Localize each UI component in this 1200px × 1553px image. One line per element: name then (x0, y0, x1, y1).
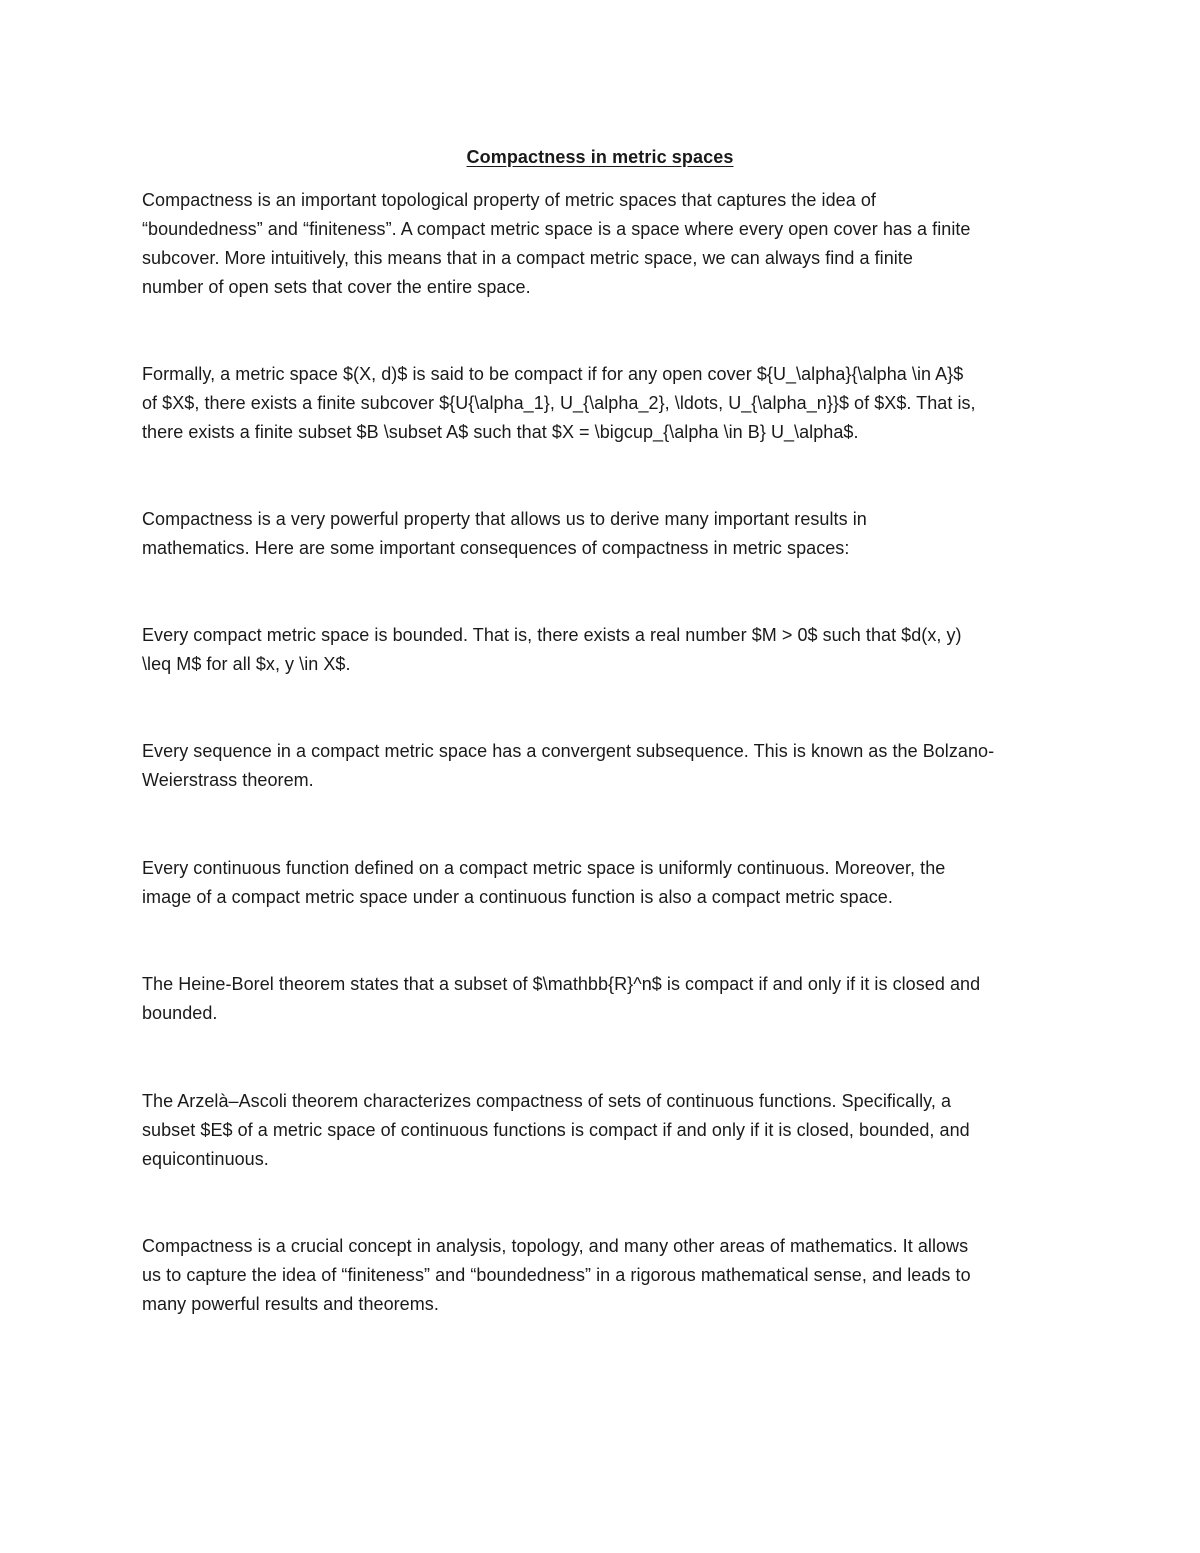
paragraph-formal-definition (142, 360, 1062, 447)
paragraph-line: image of a compact metric space under a continuous function is also a compact metric space. (142, 887, 893, 907)
paragraph-line: us to capture the idea of “finiteness” and “boundedness” in a rigorous mathematical sense, and leads to (142, 1265, 971, 1285)
paragraph-conclusion (142, 1232, 1062, 1319)
paragraph-line: number of open sets that cover the entire space. (142, 277, 531, 297)
paragraph-line: “boundedness” and “finiteness”. A compact metric space is a space where every open cover has a finite (142, 219, 971, 239)
paragraph-bolzano-weierstrass (142, 737, 1062, 795)
paragraph-line: The Heine-Borel theorem states that a subset of $\mathbb{R}^n$ is compact if and only if it is closed and (142, 974, 981, 994)
paragraph-line: subcover. More intuitively, this means that in a compact metric space, we can always find a finite (142, 248, 913, 268)
paragraph-uniform-continuity (142, 854, 1062, 912)
paragraph-intro (142, 186, 1062, 302)
paragraph-line: equicontinuous. (142, 1149, 269, 1169)
paragraph-line: Weierstrass theorem. (142, 770, 314, 790)
paragraph-boundedness (142, 621, 1062, 679)
paragraph-arzela-ascoli (142, 1087, 1062, 1174)
paragraph-line: The Arzelà–Ascoli theorem characterizes compactness of sets of continuous functions. Specifically, a (142, 1091, 952, 1111)
paragraph-line: of $X$, there exists a finite subcover ${U{\alpha_1}, U_{\alpha_2}, \ldots, U_{\alpha_n}}$ of $X$. That is, (142, 393, 976, 413)
paragraph-heine-borel (142, 970, 1062, 1028)
document-title: Compactness in metric spaces (466, 147, 734, 167)
paragraph-line: Every continuous function defined on a compact metric space is uniformly continuous. Moreover, the (142, 858, 946, 878)
paragraph-line: Formally, a metric space $(X, d)$ is said to be compact if for any open cover ${U_\alpha}{\alpha \in A}$ (142, 364, 964, 384)
paragraph-line: Compactness is a very powerful property that allows us to derive many important results in (142, 509, 867, 529)
paragraph-line: Every compact metric space is bounded. That is, there exists a real number $M > 0$ such that $d(x, y) (142, 625, 962, 645)
paragraph-line: Compactness is a crucial concept in analysis, topology, and many other areas of mathematics. It allows (142, 1236, 969, 1256)
paragraph-consequences-intro (142, 505, 1062, 563)
paragraph-line: bounded. (142, 1003, 218, 1023)
paragraph-line: subset $E$ of a metric space of continuous functions is compact if and only if it is closed, bounded, and (142, 1120, 970, 1140)
paragraph-line: \leq M$ for all $x, y \in X$. (142, 654, 351, 674)
paragraph-line: Every sequence in a compact metric space has a convergent subsequence. This is known as the Bolzano- (142, 741, 995, 761)
paragraph-line: there exists a finite subset $B \subset A$ such that $X = \bigcup_{\alpha \in B} U_\alpha$. (142, 422, 859, 442)
paragraph-line: Compactness is an important topological property of metric spaces that captures the idea of (142, 190, 876, 210)
paragraph-line: many powerful results and theorems. (142, 1294, 439, 1314)
paragraph-line: mathematics. Here are some important consequences of compactness in metric spaces: (142, 538, 850, 558)
